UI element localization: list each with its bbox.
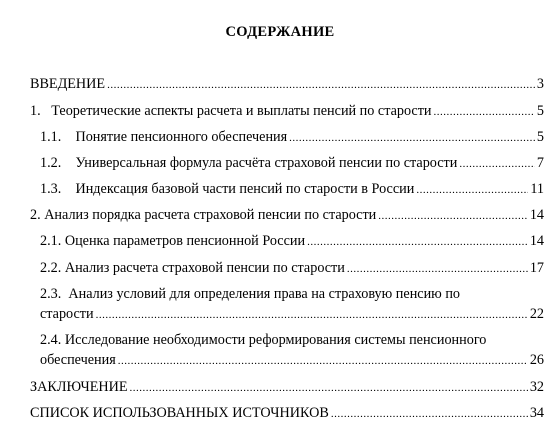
toc-entry-section-1-3[interactable] [40, 179, 544, 199]
toc-entry-text: ЗАКЛЮЧЕНИЕ [30, 379, 128, 395]
toc-entry-introduction[interactable] [30, 74, 544, 94]
dot-leader [331, 404, 528, 424]
toc-entry-text-line-2: обеспечения [40, 352, 116, 368]
toc-entry-text: 1.1. Понятие пенсионного обеспечения [40, 129, 288, 145]
toc-entry-text: 1. Теоретические аспекты расчета и выплаты пенсий по старости [30, 103, 432, 119]
toc-page-number: 32 [529, 379, 544, 395]
toc-page-number: 26 [529, 352, 544, 368]
toc-entry-chapter-1[interactable] [30, 101, 544, 121]
toc-entry-line-2 [40, 350, 544, 371]
toc-entry-section-1-2[interactable] [40, 153, 544, 173]
toc-page-number: 34 [529, 405, 544, 421]
toc-page-number: 7 [536, 155, 544, 171]
toc-page-number: 3 [536, 76, 544, 92]
document-title: СОДЕРЖАНИЕ [225, 24, 335, 40]
toc-entry-text-line-2: старости [40, 306, 94, 322]
dot-leader [347, 259, 528, 279]
toc-entry-section-2-1[interactable] [40, 231, 544, 251]
toc-page-number: 14 [529, 207, 544, 223]
toc-entry-conclusion[interactable] [30, 377, 544, 397]
dot-leader [378, 206, 528, 226]
dot-leader [107, 75, 535, 95]
toc-entry-section-1-1[interactable] [40, 127, 544, 147]
toc-entry-section-2-2[interactable] [40, 258, 544, 278]
dot-leader [130, 378, 528, 398]
toc-entry-references[interactable] [30, 403, 544, 423]
dot-leader [459, 154, 535, 174]
dot-leader [416, 180, 528, 200]
dot-leader [307, 232, 528, 252]
toc-entry-text-line-1: 2.4. Исследование необходимости реформирования системы пенсионного [40, 332, 487, 348]
toc-page-number: 5 [536, 103, 544, 119]
dot-leader [289, 128, 535, 148]
toc-entry-text: 2.1. Оценка параметров пенсионной России [40, 233, 306, 249]
toc-entry-chapter-2[interactable] [30, 205, 544, 225]
toc-entry-section-2-4[interactable] [40, 330, 544, 371]
toc-entry-text: 1.3. Индексация базовой части пенсий по старости в России [40, 181, 415, 197]
toc-page-number: 11 [530, 181, 544, 197]
dot-leader [96, 305, 528, 325]
toc-entry-section-2-3[interactable] [40, 284, 544, 325]
toc-entry-line-2 [40, 304, 544, 325]
dot-leader [118, 351, 528, 371]
toc-page-number: 17 [529, 260, 544, 276]
toc-entry-text: 1.2. Универсальная формула расчёта страховой пенсии по старости [40, 155, 458, 171]
toc-entry-text: 2. Анализ порядка расчета страховой пенсии по старости [30, 207, 377, 223]
toc-page-number: 5 [536, 129, 544, 145]
toc-page-number: 22 [529, 306, 544, 322]
toc-entry-text: СПИСОК ИСПОЛЬЗОВАННЫХ ИСТОЧНИКОВ [30, 405, 329, 421]
toc-entry-text: ВВЕДЕНИЕ [30, 76, 106, 92]
toc-entry-text-line-1: 2.3. Анализ условий для определения права на страховую пенсию по [40, 286, 461, 302]
dot-leader [434, 102, 535, 122]
toc-page-number: 14 [529, 233, 544, 249]
toc-entry-text: 2.2. Анализ расчета страховой пенсии по старости [40, 260, 345, 276]
